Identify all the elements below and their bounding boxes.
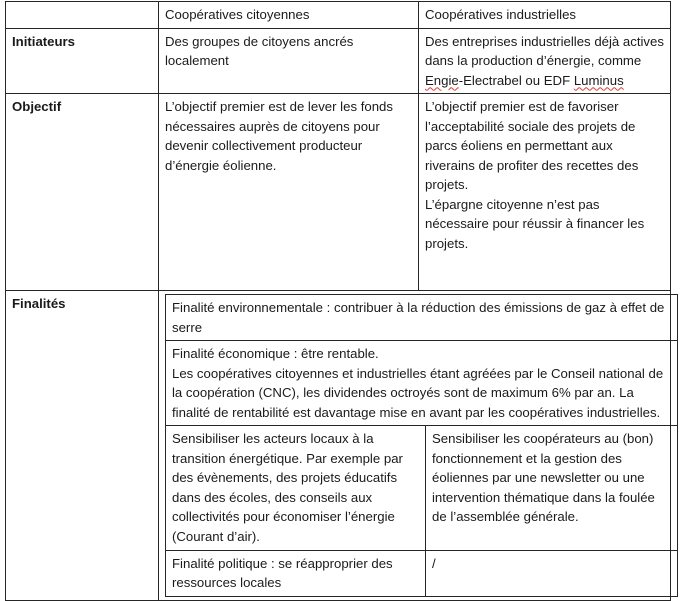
subrow-finalite-economique	[166, 341, 678, 426]
cell-sensibilisation-industrielles: Sensibiliser les coopérateurs au (bon) fonctionnement et la gestion des éoliennes par une newsletter ou une intervention thématique dans la foulée de l’assemblée générale.	[426, 426, 678, 550]
misspelled-word-luminus: Luminus	[573, 72, 624, 88]
header-cell-cooperatives-citoyennes: Coopératives citoyennes	[159, 2, 419, 29]
paragraph: Les coopératives citoyennes et industrielles étant agréées par le Conseil national de la coopération (CNC), les dividendes octroyés sont de maximum 6% par an. La finalité de rentabilité est davantage mise en avant par les coopératives industrielles.	[172, 365, 664, 420]
row-label-objectif: Objectif	[6, 94, 159, 291]
row-label-finalites: Finalités	[6, 291, 159, 600]
cell-objectif-citoyennes: L’objectif premier est de lever les fonds nécessaires auprès de citoyens pour devenir collectivement producteur d’énergie éolienne.	[159, 94, 419, 291]
cell-finalite-politique-industrielles: /	[426, 550, 678, 596]
cell-sensibilisation-citoyennes: Sensibiliser les acteurs locaux à la transition énergétique. Par exemple par des évènements, des projets éducatifs dans des écoles, des conseils aux collectivités pour économiser l’énergie (Courant d’air).	[166, 426, 426, 550]
cell-initiateurs-industrielles	[419, 28, 671, 94]
cell-objectif-industrielles	[419, 94, 671, 291]
subrow-finalite-politique	[166, 550, 678, 596]
subrow-sensibilisation	[166, 426, 678, 550]
paragraph: Finalité économique : être rentable.	[172, 346, 379, 362]
cell-initiateurs-citoyennes: Des groupes de citoyens ancrés localement	[159, 28, 419, 94]
cell-finalite-politique-citoyennes: Finalité politique : se réapproprier des ressources locales	[166, 550, 426, 596]
row-label-initiateurs: Initiateurs	[6, 28, 159, 94]
text-fragment: -Electrabel ou EDF	[458, 72, 574, 88]
table-row-initiateurs	[6, 28, 671, 94]
table-header-row	[6, 2, 671, 29]
cell-finalite-environnementale: Finalité environnementale : contribuer à la réduction des émissions de gaz à effet de serre	[166, 295, 678, 341]
text-fragment: Des entreprises industrielles déjà actives dans la production d’énergie, comme	[425, 33, 664, 69]
header-cell-empty	[6, 2, 159, 29]
table-row-objectif	[6, 94, 671, 291]
misspelled-word-engie: Engie	[425, 72, 459, 88]
cell-finalite-economique	[166, 341, 678, 426]
comparison-table-container	[5, 1, 670, 597]
finalites-subtable-host	[159, 291, 671, 600]
finalites-subtable	[165, 294, 678, 596]
subrow-finalite-environnementale	[166, 295, 678, 341]
paragraph: L’objectif premier est de favoriser l’acceptabilité sociale des projets de parcs éoliens en permettant aux riverains de profiter des recettes des projets.	[425, 99, 639, 193]
table-row-finalites	[6, 291, 671, 600]
header-cell-cooperatives-industrielles: Coopératives industrielles	[419, 2, 671, 29]
comparison-table	[5, 1, 671, 601]
paragraph: L’épargne citoyenne n’est pas nécessaire pour réussir à financer les projets.	[425, 196, 645, 251]
